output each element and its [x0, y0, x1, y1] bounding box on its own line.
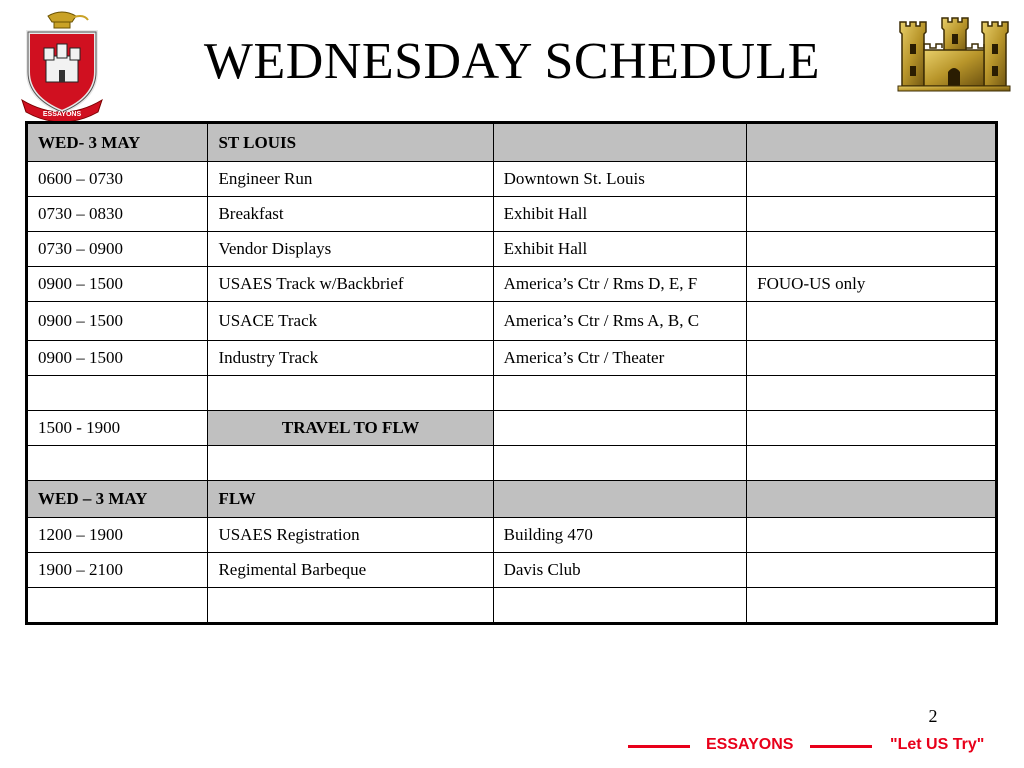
table-cell: Downtown St. Louis	[493, 162, 747, 197]
table-cell	[747, 162, 997, 197]
table-cell	[493, 446, 747, 481]
table-row	[27, 267, 997, 302]
table-row	[27, 518, 997, 553]
table-row	[27, 588, 997, 624]
table-cell	[747, 411, 997, 446]
table-cell: America’s Ctr / Rms D, E, F	[493, 267, 747, 302]
table-cell: 1200 – 1900	[27, 518, 208, 553]
table-cell: America’s Ctr / Theater	[493, 341, 747, 376]
table-row	[27, 197, 997, 232]
footer-motto-left: ESSAYONS	[706, 736, 794, 753]
table-row	[27, 553, 997, 588]
table-cell: 0730 – 0900	[27, 232, 208, 267]
table-cell	[747, 376, 997, 411]
table-cell	[747, 302, 997, 341]
table-cell	[493, 376, 747, 411]
table-cell: Engineer Run	[208, 162, 493, 197]
table-row	[27, 162, 997, 197]
table-cell: Davis Club	[493, 553, 747, 588]
table-row	[27, 232, 997, 267]
table-travel-row	[27, 411, 997, 446]
table-cell: Breakfast	[208, 197, 493, 232]
footer-line-left	[628, 745, 690, 748]
engineer-castle-insignia-icon	[896, 14, 1012, 94]
table-cell	[208, 588, 493, 624]
table-cell: ST LOUIS	[208, 123, 493, 162]
table-cell: FLW	[208, 481, 493, 518]
table-cell: Industry Track	[208, 341, 493, 376]
table-cell: Regimental Barbeque	[208, 553, 493, 588]
page-title: WEDNESDAY SCHEDULE	[203, 33, 821, 90]
table-cell: TRAVEL TO FLW	[208, 411, 493, 446]
table-cell: WED- 3 MAY	[27, 123, 208, 162]
table-cell	[27, 376, 208, 411]
table-row	[27, 446, 997, 481]
table-cell: 0730 – 0830	[27, 197, 208, 232]
footer-line-right	[810, 745, 872, 748]
table-cell	[208, 376, 493, 411]
table-cell	[27, 446, 208, 481]
table-header-row	[27, 123, 997, 162]
table-cell: 0900 – 1500	[27, 267, 208, 302]
table-cell: USAES Track w/Backbrief	[208, 267, 493, 302]
footer-motto-right: "Let US Try"	[890, 736, 985, 753]
table-cell: America’s Ctr / Rms A, B, C	[493, 302, 747, 341]
table-cell: 1900 – 2100	[27, 553, 208, 588]
table-cell	[747, 588, 997, 624]
table-cell: USACE Track	[208, 302, 493, 341]
table-cell: Exhibit Hall	[493, 232, 747, 267]
table-cell	[747, 341, 997, 376]
table-cell	[747, 197, 997, 232]
table-cell	[493, 588, 747, 624]
schedule-table	[25, 121, 998, 625]
table-cell	[747, 123, 997, 162]
table-cell	[747, 481, 997, 518]
table-row	[27, 376, 997, 411]
table-cell: Building 470	[493, 518, 747, 553]
table-cell	[747, 553, 997, 588]
table-cell	[747, 518, 997, 553]
table-cell	[493, 411, 747, 446]
table-cell	[208, 446, 493, 481]
table-cell: 0900 – 1500	[27, 341, 208, 376]
table-cell: 1500 - 1900	[27, 411, 208, 446]
table-cell: Vendor Displays	[208, 232, 493, 267]
page-number: 2	[928, 706, 938, 726]
table-row	[27, 341, 997, 376]
table-cell: 0600 – 0730	[27, 162, 208, 197]
table-row	[27, 302, 997, 341]
table-cell: WED – 3 MAY	[27, 481, 208, 518]
table-cell	[747, 232, 997, 267]
table-cell: 0900 – 1500	[27, 302, 208, 341]
table-cell	[493, 481, 747, 518]
table-cell: USAES Registration	[208, 518, 493, 553]
table-cell	[747, 446, 997, 481]
svg-text:ESSAYONS: ESSAYONS	[42, 111, 82, 118]
table-cell	[493, 123, 747, 162]
table-cell: FOUO-US only	[747, 267, 997, 302]
table-cell: Exhibit Hall	[493, 197, 747, 232]
table-cell	[27, 588, 208, 624]
table-header-row	[27, 481, 997, 518]
